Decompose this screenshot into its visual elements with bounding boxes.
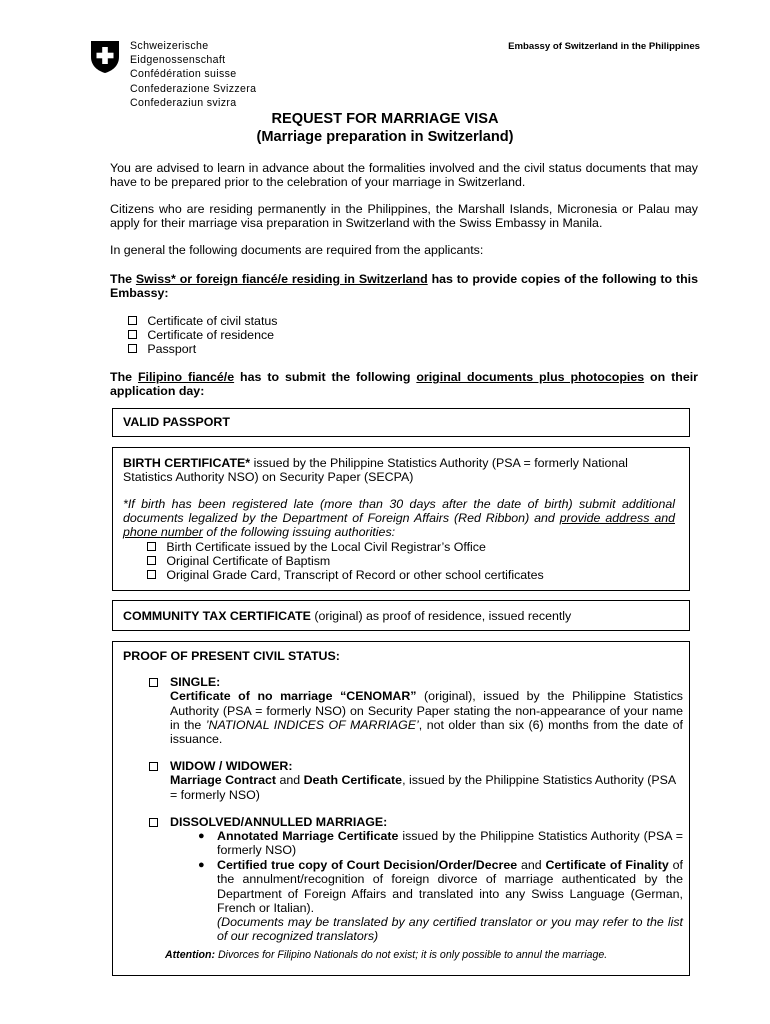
attention-note	[165, 949, 607, 961]
list-item	[128, 328, 277, 342]
note-post: of the following issuing authorities:	[202, 525, 396, 540]
single-text	[170, 689, 683, 746]
checkbox[interactable]	[128, 344, 137, 353]
widow-bold-1: Marriage Contract	[170, 773, 277, 788]
item-label: Original Certificate of Baptism	[166, 554, 331, 569]
fil-pre: The	[110, 370, 138, 384]
finality-label: Certificate of Finality	[545, 858, 669, 872]
dissolved-bullet-2	[198, 858, 683, 944]
list-item	[147, 540, 544, 554]
intro-paragraph-3: In general the following documents are required from the applicants:	[110, 243, 484, 257]
list-item	[128, 314, 277, 328]
widow-desc: , issued by the Philippine Statistics Authority (PSA = formerly NSO)	[170, 773, 676, 802]
swiss-section-heading	[110, 272, 698, 301]
single-title: SINGLE:	[170, 675, 221, 689]
single-italic: ’NATIONAL INDICES OF MARRIAGE’	[205, 717, 419, 732]
annotated-label: Annotated Marriage Certificate	[217, 829, 399, 843]
b2-and: and	[517, 858, 546, 872]
dissolved-bullet-1	[198, 829, 683, 858]
b2-desc: of the annulment/recognition of foreign divorce of marriage authenticated by the Department of Foreign Affairs and translated into any Swiss Language (German, French or Italian).	[217, 858, 683, 915]
title-line-1: REQUEST FOR MARRIAGE VISA	[271, 111, 499, 127]
checkbox[interactable]	[128, 316, 137, 325]
single-t2: , not older than six (6) months from the date of issuance.	[170, 717, 683, 747]
bullet-icon: ●	[198, 830, 205, 842]
cenomar-label: Certificate of no marriage “CENOMAR”	[170, 689, 417, 704]
swiss-pre: The	[110, 272, 136, 286]
swiss-crest-icon	[90, 40, 120, 74]
widow-and: and	[276, 773, 304, 788]
passport-box	[112, 408, 690, 437]
embassy-name: Embassy of Switzerland in the Philippines	[508, 41, 700, 52]
widow-bold-2: Death Certificate	[303, 773, 403, 788]
birth-checklist	[147, 540, 544, 583]
checkbox-single[interactable]	[149, 678, 158, 687]
tax-certificate-text	[123, 609, 571, 623]
fed-name-rm: Confederaziun svizra	[130, 96, 237, 109]
swiss-post: has to provide copies of the following to this Embassy:	[110, 272, 698, 301]
note-underlined: provide address and phone number	[123, 511, 676, 540]
bullet-icon: ●	[198, 859, 205, 871]
dissolved-title: DISSOLVED/ANNULLED MARRIAGE:	[170, 815, 388, 829]
widow-text	[170, 773, 683, 802]
note-pre: *If birth has been registered late (more than 30 days after the date of birth) submit additional documents legalized by the Department of Foreign Affairs (Red Ribbon) and	[123, 497, 675, 526]
checkbox[interactable]	[147, 542, 156, 551]
federal-logo	[90, 39, 300, 109]
late-registration-note	[123, 497, 675, 540]
checkbox-dissolved[interactable]	[149, 818, 158, 827]
intro-paragraph-1: You are advised to learn in advance about the formalities involved and the civil status documents that may have to be prepared prior to the celebration of your marriage in Switzerland.	[110, 161, 698, 190]
translator-note: (Documents may be translated by any certified translator or you may refer to the list of our recognized translators)	[217, 915, 683, 944]
widow-block	[170, 759, 683, 802]
item-label: Certificate of civil status	[147, 314, 278, 328]
title-line-2: (Marriage preparation in Switzerland)	[256, 128, 514, 145]
fil-post: on their application day:	[110, 370, 698, 399]
swiss-checklist	[128, 314, 277, 357]
fed-name-de: Schweizerische Eidgenossenschaft	[130, 40, 226, 67]
fed-name-fr: Confédération suisse	[130, 68, 237, 81]
tax-label: COMMUNITY TAX CERTIFICATE	[123, 609, 311, 623]
fil-underlined-2: original documents plus photocopies	[416, 370, 645, 384]
fil-underlined-1: Filipino fiancé/e	[137, 370, 235, 384]
attention-text: Divorces for Filipino Nationals do not exist; it is only possible to annul the marriage.	[215, 949, 608, 961]
list-item	[147, 568, 544, 582]
filipino-section-heading	[110, 370, 698, 399]
checkbox-widow[interactable]	[149, 762, 158, 771]
attention-label: Attention:	[165, 949, 216, 961]
passport-label: VALID PASSPORT	[123, 415, 230, 429]
list-item	[128, 342, 277, 356]
list-item	[147, 554, 544, 568]
civil-status-label: PROOF OF PRESENT CIVIL STATUS:	[123, 649, 340, 663]
page-title	[0, 111, 770, 146]
item-label: Birth Certificate issued by the Local Civil Registrar’s Office	[166, 540, 486, 554]
single-t1: (original), issued by the Philippine Statistics Authority (PSA = formerly NSO) on Security Paper stating the non-appearance of your name in the	[170, 689, 684, 732]
item-label: Original Grade Card, Transcript of Record or other school certificates	[166, 568, 544, 583]
federal-names	[130, 39, 300, 110]
widow-title: WIDOW / WIDOWER:	[170, 759, 293, 773]
birth-certificate-text	[123, 456, 673, 485]
birth-desc: issued by the Philippine Statistics Authority (PSA = formerly National Statistics Authority NSO) on Security Paper (SECPA)	[123, 456, 628, 485]
civil-status-box	[112, 641, 690, 976]
annotated-desc: issued by the Philippine Statistics Authority (PSA = formerly NSO)	[217, 829, 683, 858]
court-decision-label: Certified true copy of Court Decision/Order/Decree	[217, 858, 518, 872]
checkbox[interactable]	[147, 556, 156, 565]
checkbox[interactable]	[128, 330, 137, 339]
fed-name-it: Confederazione Svizzera	[130, 82, 257, 95]
single-block	[170, 675, 683, 746]
intro-paragraph-2: Citizens who are residing permanently in the Philippines, the Marshall Islands, Micronesia or Palau may apply for their marriage visa preparation in Switzerland with the Swiss Embassy in Manila.	[110, 202, 698, 231]
fil-mid: has to submit the following	[234, 370, 417, 384]
birth-certificate-box	[112, 447, 690, 591]
item-label: Passport	[147, 342, 197, 357]
item-label: Certificate of residence	[147, 328, 275, 343]
birth-label: BIRTH CERTIFICATE*	[123, 456, 251, 470]
checkbox[interactable]	[147, 570, 156, 579]
tax-certificate-box	[112, 600, 690, 631]
tax-desc: (original) as proof of residence, issued recently	[310, 609, 572, 623]
swiss-underlined: Swiss* or foreign fiancé/e residing in Switzerland	[135, 272, 428, 286]
